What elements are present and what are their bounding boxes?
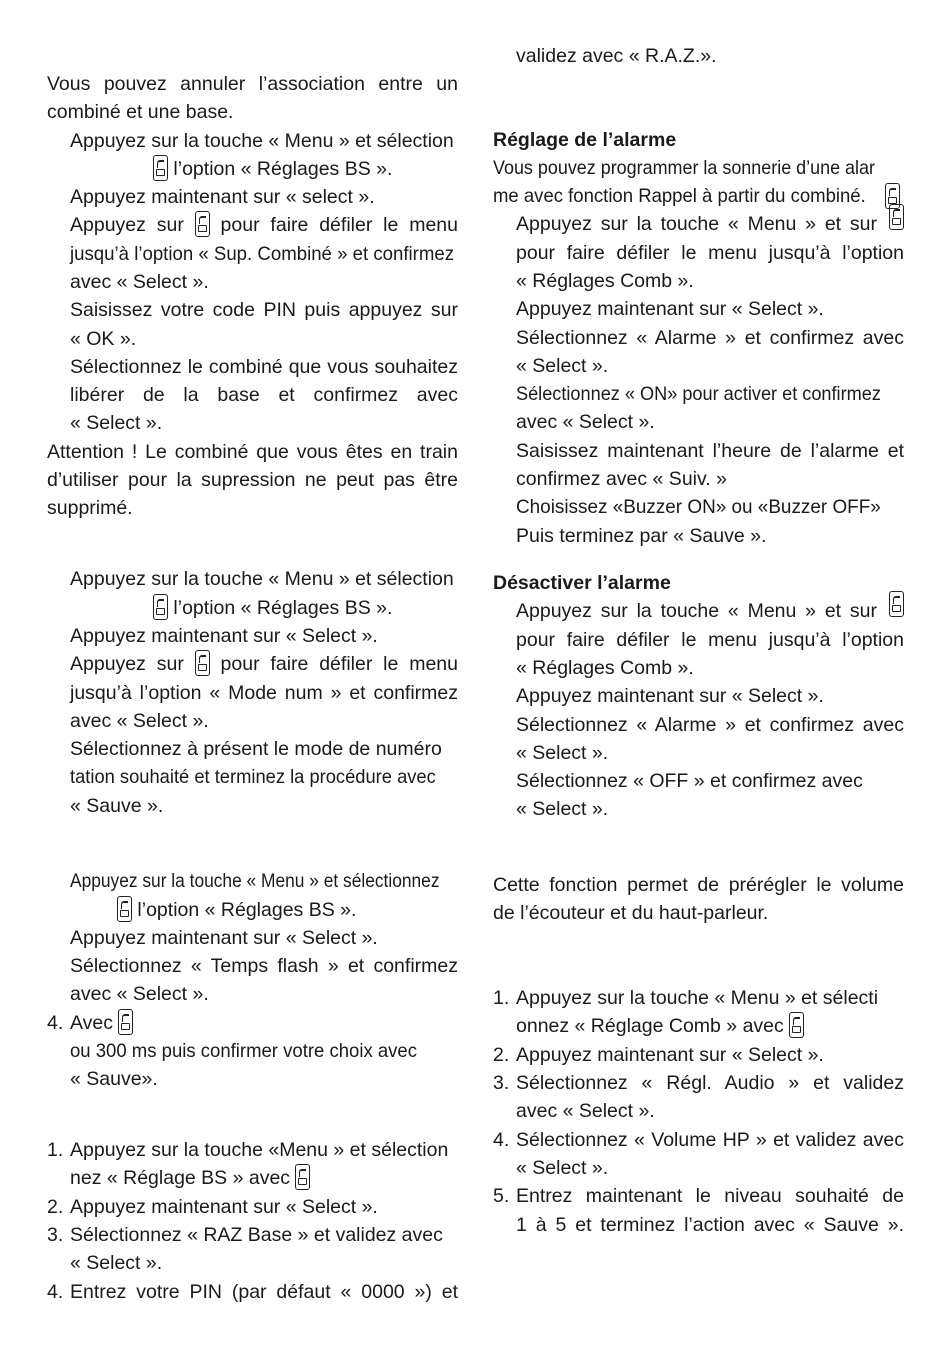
phone-key-icon (295, 1164, 310, 1190)
text-line: avec « Select ». (516, 411, 655, 433)
text-line: Sélectionnez « OFF » et confirmez avec (516, 770, 863, 792)
text-line: combiné et une base. (47, 101, 234, 123)
text-line: « Select ». (70, 1252, 163, 1274)
section-heading-alarm: Réglage de l’alarme (493, 129, 677, 151)
phone-key-icon (195, 211, 210, 237)
text-line: validez avec « R.A.Z.». (516, 45, 717, 67)
text-line: avec « Select ». (70, 983, 209, 1005)
text-line: Saisissez maintenant l’heure de l’alarme et (516, 440, 904, 462)
text-line: Appuyez sur la touche « Menu » et sur (493, 210, 904, 238)
text-line: Appuyez maintenant sur « Select ». (70, 625, 378, 647)
list-item: 2. Appuyez maintenant sur « Select ». (47, 1196, 378, 1218)
text-line: « Select ». (70, 412, 163, 434)
phone-key-icon (889, 591, 904, 617)
text-line: Appuyez sur la touche « Menu » et sur (493, 597, 904, 625)
text-line: libérer de la base et confirmez avec (70, 384, 458, 406)
list-item: 4. Sélectionnez « Volume HP » et validez avec (493, 1129, 904, 1151)
text-line: pour faire défiler le menu jusqu’à l’option (516, 242, 904, 264)
text-line: pour faire défiler le menu jusqu’à l’option (516, 629, 904, 651)
text-line: nez « Réglage BS » avec (47, 1164, 458, 1192)
text-line: Vous pouvez programmer la sonnerie d’une alar (493, 157, 875, 179)
text-line: avec « Select ». (516, 1100, 655, 1122)
text-line: Vous pouvez annuler l’association entre un (47, 73, 458, 95)
text-line: Appuyez sur la touche « Menu » et sélection (70, 568, 454, 590)
text-line: ou 300 ms puis confirmer votre choix avec (70, 1040, 417, 1062)
text-line: 1 à 5 et terminez l’action avec « Sauve ». (516, 1214, 904, 1236)
text-line: l’option « Réglages BS ». (47, 594, 458, 622)
text-line: l’option « Réglages BS ». (47, 155, 458, 183)
phone-key-icon (789, 1012, 804, 1038)
text-line: Sélectionnez à présent le mode de numéro (70, 738, 442, 760)
text-line: tation souhaité et terminez la procédure avec (70, 766, 436, 788)
text-line: jusqu’à l’option « Mode num » et confirmez (70, 682, 458, 704)
text-line: « Select ». (516, 798, 609, 820)
text-line: Appuyez sur pour faire défiler le menu (47, 650, 458, 678)
list-item: 3. Sélectionnez « RAZ Base » et validez avec (47, 1224, 443, 1246)
text-line: Sélectionnez « Alarme » et confirmez avec (516, 714, 904, 736)
list-item: 4. Entrez votre PIN (par défaut « 0000 ») et (47, 1281, 458, 1303)
text-line: « Select ». (516, 355, 609, 377)
text-line: confirmez avec « Suiv. » (516, 468, 727, 490)
phone-key-icon (117, 896, 132, 922)
list-item: 5. Entrez maintenant le niveau souhaité de (493, 1185, 904, 1207)
text-line: Appuyez maintenant sur « Select ». (516, 685, 824, 707)
list-item: 2. Appuyez maintenant sur « Select ». (493, 1044, 824, 1066)
text-line: onnez « Réglage Comb » avec (493, 1012, 904, 1040)
text-line: Sélectionnez « Temps flash » et confirmez (70, 955, 458, 977)
text-line: Attention ! Le combiné que vous êtes en train (47, 441, 458, 463)
text-line: l’option « Réglages BS ». (47, 896, 458, 924)
list-item: 3. Sélectionnez « Régl. Audio » et validez (493, 1072, 904, 1094)
text-line: avec « Select ». (70, 271, 209, 293)
text-line: « Réglages Comb ». (516, 270, 694, 292)
text-line: « Select ». (516, 1157, 609, 1179)
text-line: « Select ». (516, 742, 609, 764)
text-line: me avec fonction Rappel à partir du combiné. (493, 182, 904, 210)
text-line: Sélectionnez « ON» pour activer et confirmez (516, 383, 881, 405)
text-line: jusqu’à l’option « Sup. Combiné » et confirmez (70, 243, 455, 265)
phone-key-icon (118, 1009, 133, 1035)
text-line: Cette fonction permet de prérégler le volume (493, 874, 904, 896)
section-heading-deactivate: Désactiver l’alarme (493, 572, 671, 594)
text-line: Puis terminez par « Sauve ». (516, 525, 767, 547)
list-item: 1. Appuyez sur la touche « Menu » et sélecti (493, 987, 879, 1009)
text-line: Appuyez maintenant sur « select ». (70, 186, 375, 208)
text-line: Sélectionnez le combiné que vous souhaitez (70, 356, 458, 378)
text-line: « OK ». (70, 328, 137, 350)
text-line: Saisissez votre code PIN puis appuyez sur (70, 299, 458, 321)
phone-key-icon (153, 155, 168, 181)
text-line: « Sauve ». (70, 795, 164, 817)
phone-key-icon (153, 594, 168, 620)
text-line: Sélectionnez « Alarme » et confirmez avec (516, 327, 904, 349)
text-line: supprimé. (47, 497, 133, 519)
text-line: Appuyez sur la touche « Menu » et sélection (70, 130, 454, 152)
phone-key-icon (889, 204, 904, 230)
phone-key-icon (195, 650, 210, 676)
text-line: de l’écouteur et du haut-parleur. (493, 902, 769, 924)
text-line: « Réglages Comb ». (516, 657, 694, 679)
text-line: Choisissez «Buzzer ON» ou «Buzzer OFF» (516, 496, 881, 518)
text-line: Appuyez maintenant sur « Select ». (516, 298, 824, 320)
text-line: Appuyez sur la touche « Menu » et sélectionnez (70, 870, 440, 892)
text-line: d’utiliser pour la supression ne peut pas être (47, 469, 458, 491)
text-line: Appuyez maintenant sur « Select ». (70, 927, 378, 949)
list-item: 4. Avec (47, 1009, 458, 1037)
text-line: Appuyez sur pour faire défiler le menu (47, 211, 458, 239)
text-line: avec « Select ». (70, 710, 209, 732)
text-line: « Sauve». (70, 1068, 158, 1090)
list-item: 1. Appuyez sur la touche «Menu » et sélection (47, 1139, 449, 1161)
